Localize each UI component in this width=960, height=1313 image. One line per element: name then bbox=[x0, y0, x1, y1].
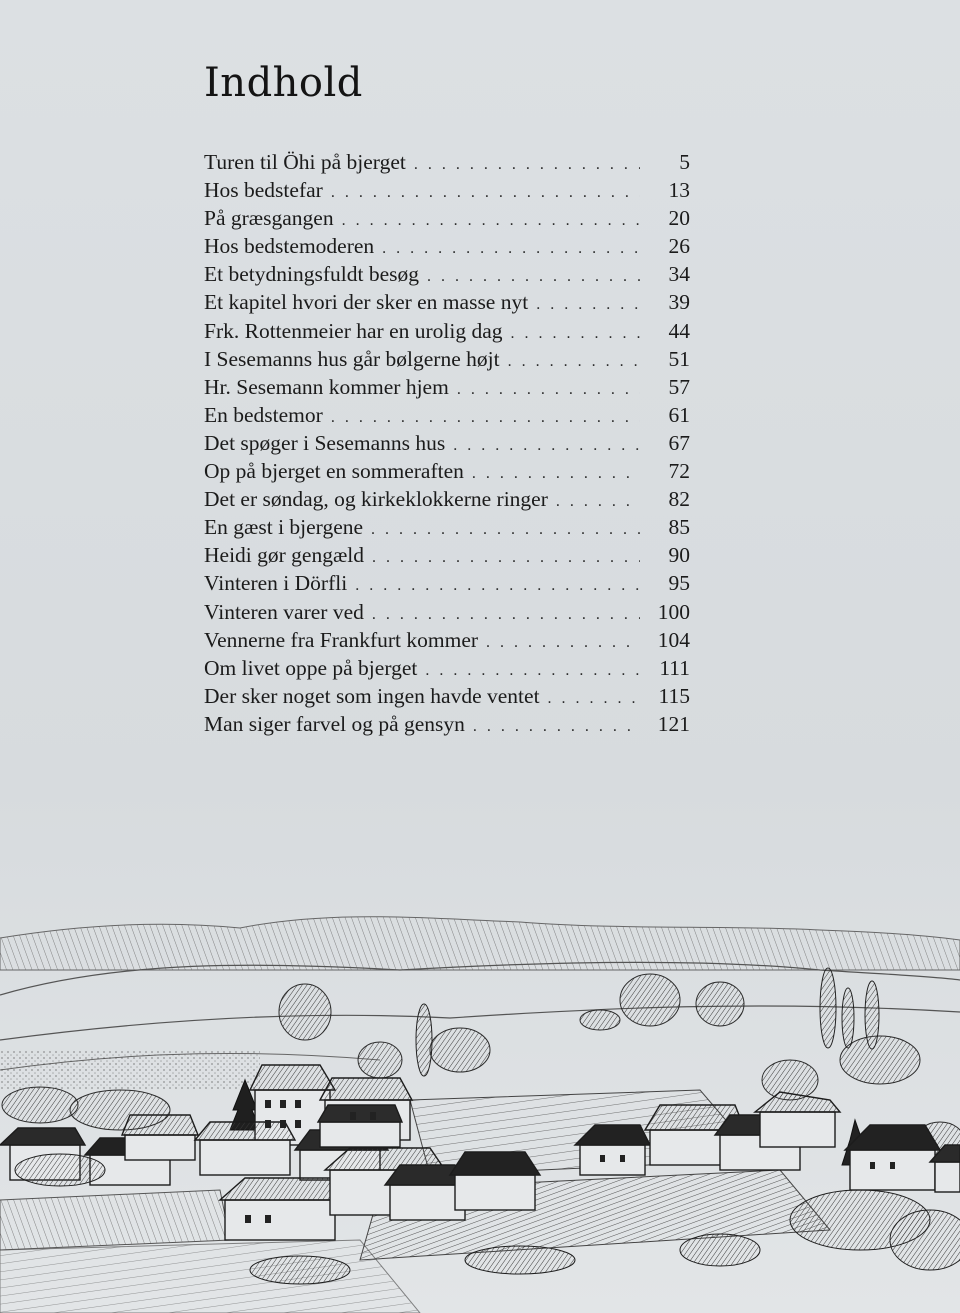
toc-entry bbox=[204, 600, 690, 628]
toc-entry bbox=[204, 571, 690, 599]
toc-entry bbox=[204, 234, 690, 262]
toc-dot-leader bbox=[511, 325, 640, 343]
toc-dot-leader bbox=[473, 718, 640, 736]
toc-entry-page-number: 72 bbox=[668, 459, 690, 484]
page-title: Indhold bbox=[204, 60, 363, 106]
toc-entry-title: Hos bedstemoderen bbox=[204, 234, 375, 259]
toc-entry-page-number: 85 bbox=[668, 515, 690, 540]
toc-entry bbox=[204, 319, 690, 347]
toc-dot-leader bbox=[331, 409, 640, 427]
toc-entry bbox=[204, 150, 690, 178]
toc-entry bbox=[204, 290, 690, 318]
toc-entry-page-number: 51 bbox=[668, 346, 690, 371]
toc-entry-title: Heidi gør gengæld bbox=[204, 543, 365, 568]
toc-entry-page-number: 100 bbox=[657, 599, 690, 624]
toc-entry bbox=[204, 684, 690, 712]
toc-entry bbox=[204, 487, 690, 515]
toc-entry bbox=[204, 375, 690, 403]
toc-entry bbox=[204, 628, 690, 656]
toc-entry-page-number: 13 bbox=[668, 178, 690, 203]
toc-entry-title: Det spøger i Sesemanns hus bbox=[204, 430, 446, 455]
toc-entry-page-number: 5 bbox=[679, 150, 690, 174]
toc-dot-leader bbox=[508, 353, 640, 371]
village-landscape-illustration bbox=[0, 900, 960, 1313]
toc-entry-title: Hos bedstefar bbox=[204, 178, 323, 203]
toc-dot-leader bbox=[371, 521, 640, 539]
toc-entry-title: Vinteren i Dörfli bbox=[204, 571, 348, 596]
toc-entry-page-number: 44 bbox=[668, 318, 690, 343]
toc-dot-leader bbox=[372, 549, 640, 567]
toc-dot-leader bbox=[486, 634, 640, 652]
toc-entry bbox=[204, 712, 690, 740]
toc-entry-page-number: 95 bbox=[668, 571, 690, 596]
toc-entry-page-number: 115 bbox=[658, 683, 690, 708]
toc-entry-page-number: 111 bbox=[659, 655, 690, 680]
toc-entry-title: Hr. Sesemann kommer hjem bbox=[204, 374, 449, 399]
toc-entry-title: Turen til Öhi på bjerget bbox=[204, 150, 406, 174]
toc-dot-leader bbox=[425, 662, 640, 680]
toc-entry-page-number: 20 bbox=[668, 206, 690, 231]
toc-dot-leader bbox=[472, 465, 640, 483]
toc-entry-title: Vennerne fra Frankfurt kommer bbox=[204, 627, 479, 652]
toc-dot-leader bbox=[382, 240, 640, 258]
toc-entry bbox=[204, 431, 690, 459]
toc-entry-title: Frk. Rottenmeier har en urolig dag bbox=[204, 318, 503, 343]
toc-dot-leader bbox=[457, 381, 640, 399]
toc-entry-page-number: 121 bbox=[657, 711, 690, 736]
toc-dot-leader bbox=[331, 184, 640, 202]
toc-dot-leader bbox=[453, 437, 640, 455]
toc-entry bbox=[204, 262, 690, 290]
toc-entry-page-number: 67 bbox=[668, 430, 690, 455]
toc-entry-title: Vinteren varer ved bbox=[204, 599, 364, 624]
toc-dot-leader bbox=[427, 268, 640, 286]
toc-entry-page-number: 61 bbox=[668, 402, 690, 427]
toc-entry-title: Et betydningsfuldt besøg bbox=[204, 262, 419, 287]
toc-dot-leader bbox=[556, 493, 640, 511]
toc-entry-page-number: 34 bbox=[668, 262, 690, 287]
toc-entry-page-number: 39 bbox=[668, 290, 690, 315]
toc-entry bbox=[204, 515, 690, 543]
table-of-contents bbox=[204, 150, 690, 740]
toc-entry bbox=[204, 543, 690, 571]
toc-entry-title: I Sesemanns hus går bølgerne højt bbox=[204, 346, 500, 371]
toc-entry bbox=[204, 178, 690, 206]
toc-entry-title: På græsgangen bbox=[204, 206, 334, 231]
toc-dot-leader bbox=[355, 577, 640, 595]
toc-dot-leader bbox=[342, 212, 640, 230]
toc-entry-title: Der sker noget som ingen havde ventet bbox=[204, 683, 540, 708]
toc-dot-leader bbox=[536, 296, 640, 314]
toc-entry bbox=[204, 347, 690, 375]
toc-entry-page-number: 90 bbox=[668, 543, 690, 568]
toc-entry bbox=[204, 459, 690, 487]
toc-dot-leader bbox=[414, 156, 640, 174]
toc-entry bbox=[204, 206, 690, 234]
toc-entry-page-number: 82 bbox=[668, 487, 690, 512]
toc-entry-page-number: 104 bbox=[657, 627, 690, 652]
toc-dot-leader bbox=[548, 690, 640, 708]
toc-entry bbox=[204, 656, 690, 684]
toc-entry-title: Man siger farvel og på gensyn bbox=[204, 711, 465, 736]
toc-entry-page-number: 26 bbox=[668, 234, 690, 259]
toc-entry-title: Op på bjerget en sommeraften bbox=[204, 459, 464, 484]
toc-entry-page-number: 57 bbox=[668, 374, 690, 399]
toc-entry-title: En bedstemor bbox=[204, 402, 323, 427]
toc-entry-title: Det er søndag, og kirkeklokkerne ringer bbox=[204, 487, 548, 512]
toc-entry-title: En gæst i bjergene bbox=[204, 515, 364, 540]
toc-entry-title: Om livet oppe på bjerget bbox=[204, 655, 418, 680]
toc-entry-title: Et kapitel hvori der sker en masse nyt bbox=[204, 290, 529, 315]
toc-entry bbox=[204, 403, 690, 431]
toc-dot-leader bbox=[372, 606, 640, 624]
